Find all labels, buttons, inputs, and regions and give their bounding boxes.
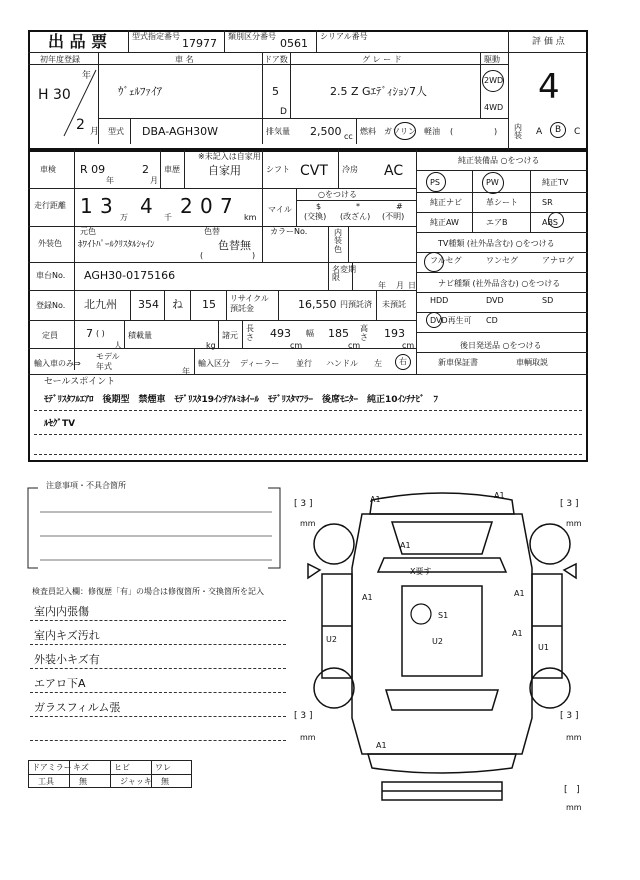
- note-item: エアロ下A: [34, 677, 86, 690]
- import-parallel: 並行: [296, 359, 312, 368]
- tread-front-left: [ 3 ]: [294, 499, 313, 509]
- recycle-unit: 円: [340, 300, 348, 309]
- fuel-other-paren: (: [450, 127, 454, 136]
- designation-no: 17977: [182, 37, 217, 50]
- fuel-gas-circle: [394, 122, 416, 140]
- color-label: 外装色: [38, 239, 62, 248]
- equip-item: 純正AW: [430, 218, 459, 227]
- note-item: 室内キズ汚れ: [34, 629, 100, 642]
- equip-title: 純正装備品 ○をつける: [458, 156, 540, 165]
- capacity-value: 7: [86, 327, 93, 340]
- width-value: 185: [328, 327, 349, 340]
- drive-label: 駆動: [484, 55, 500, 64]
- length-cm: cm: [290, 341, 303, 350]
- reg-label: 登録No.: [36, 301, 66, 310]
- mile-label: マイル: [268, 205, 292, 214]
- shift-label: シフト: [266, 165, 290, 174]
- car-diagram: [292, 478, 592, 838]
- damage-mark: X要す: [410, 567, 432, 576]
- equip-item: 新車保証書: [438, 358, 478, 367]
- mileage-digit: 3: [100, 194, 113, 218]
- grade-value: 2.5 Z Gｴﾃﾞｨｼｮﾝ7人: [330, 85, 428, 98]
- tread-rr-mm: mm: [566, 733, 582, 742]
- mark-modified: (改ざん): [340, 212, 371, 221]
- reg-kana: ね: [172, 298, 183, 311]
- equip-line: [416, 292, 588, 293]
- grade-label: グ レ ー ド: [362, 55, 402, 64]
- category-label: 類別区分番号: [228, 32, 276, 41]
- history-note: ※未記入は自家用: [198, 152, 261, 161]
- fuel-light: 軽油: [424, 127, 440, 136]
- navi-title: ナビ種類 (社外品含む) ○をつける: [438, 279, 561, 288]
- drive-2wd: 2WD: [484, 76, 504, 85]
- equip-line: [416, 352, 588, 353]
- km-unit: km: [244, 213, 257, 222]
- damage-mark: U2: [432, 637, 443, 646]
- interior-color-label: 内装色: [334, 228, 342, 254]
- history-label: 車歴: [164, 165, 180, 174]
- equip-item: 革シート: [486, 198, 518, 207]
- equip-item: エアB: [486, 218, 508, 227]
- legend-mid: [28, 774, 192, 775]
- model-year-unit: 年: [182, 367, 190, 376]
- note-item: 室内内張傷: [34, 605, 89, 618]
- name-change-label: 名変期限: [332, 265, 356, 282]
- shaken-label: 車検: [40, 165, 56, 174]
- damage-mark: U1: [538, 643, 549, 652]
- reg-era: H 30: [38, 87, 71, 103]
- equip-selected-circle: [426, 312, 442, 328]
- equip-item: PW: [486, 178, 499, 187]
- sales-line1: ﾓﾃﾞﾘｽﾀﾌﾙｴｱﾛ 後期型 禁煙車 ﾓﾃﾞﾘｽﾀ19ｲﾝﾁｱﾙﾐﾎｲｰﾙ ﾓﾃﾞﾘｽﾀﾏﾌﾗｰ 後席ﾓﾆﾀｰ 純正10ｲﾝﾁﾅﾋﾞ ﾌ: [44, 395, 439, 405]
- tread-rear-left: [ 3 ]: [294, 711, 313, 721]
- note-line: [30, 692, 286, 693]
- shift-value: CVT: [300, 163, 328, 179]
- legend-value: ジャッキ: [120, 777, 152, 786]
- mark-unknown: (不明): [382, 212, 405, 221]
- displacement-label: 排気量: [266, 127, 290, 136]
- year-suffix: 年: [82, 71, 92, 81]
- drive-4wd: 4WD: [484, 103, 504, 112]
- inspector-label: 検査員記入欄：修復歴「有」の場合は修復箇所・交換箇所を記入: [32, 587, 264, 596]
- paint-paren: (: [200, 251, 204, 260]
- equip-selected-circle: [548, 212, 564, 228]
- damage-mark: U2: [326, 635, 337, 644]
- capacity-paren: ( ): [96, 329, 105, 338]
- capacity-unit: 人: [114, 341, 122, 350]
- equip-item: 純正ナビ: [430, 198, 462, 207]
- width-label: 幅: [306, 329, 314, 338]
- equip-item: DVD: [486, 296, 504, 305]
- fuel-gas: ガソリン: [384, 127, 416, 136]
- equip-line: [416, 232, 588, 233]
- rating-label: 評 価 点: [532, 37, 565, 47]
- mark-hint: ○をつける: [318, 190, 357, 199]
- mileage-digit: 7: [220, 194, 233, 218]
- capacity-label: 定員: [42, 331, 58, 340]
- month-suffix: 月: [90, 127, 100, 137]
- note-line: [30, 644, 286, 645]
- legend-value: 無: [161, 777, 169, 786]
- mileage-digit: 4: [140, 194, 153, 218]
- damage-mark: A1: [512, 629, 523, 638]
- man-unit: 万: [120, 213, 128, 222]
- note-item: ガラスフィルム張: [34, 701, 121, 714]
- note-line: [30, 716, 286, 717]
- equip-selected-circle: [482, 172, 504, 194]
- damage-mark: S1: [438, 611, 449, 620]
- load-unit: kg: [206, 341, 216, 350]
- handle-label: ハンドル: [326, 359, 358, 368]
- load-label: 積載量: [128, 331, 152, 340]
- height-cm: cm: [402, 341, 415, 350]
- mileage-digit: 0: [200, 194, 213, 218]
- sales-line2: ﾙｾｸﾞTV: [44, 419, 76, 429]
- recycle-label: リサイクル預託金: [230, 294, 269, 313]
- equip-item: ABS: [542, 218, 558, 227]
- caution-label: 注意事項・不具合箇所: [46, 481, 126, 490]
- shaken-era: R 09: [80, 163, 106, 176]
- legend-header: ワレ: [155, 763, 171, 772]
- equip-col: [530, 170, 531, 232]
- note-line: [30, 740, 286, 741]
- equip-row-line: [416, 212, 588, 213]
- chassis-label: 車台No.: [36, 271, 66, 280]
- dims-label: 諸元: [222, 331, 238, 340]
- equip-item: ワンセグ: [486, 256, 518, 265]
- colorno-label: カラーNo.: [270, 227, 308, 236]
- height-value: 193: [384, 327, 405, 340]
- chassis-value: AGH30-0175166: [84, 269, 176, 282]
- note-item: 外装小キズ有: [34, 653, 100, 666]
- equip-selected-circle: [424, 252, 444, 272]
- equip-item: DVD再生可: [430, 316, 472, 325]
- displacement-value: 2,500: [310, 125, 342, 138]
- note-line: [30, 668, 286, 669]
- equip-item: SD: [542, 296, 554, 305]
- interior-a: A: [536, 127, 543, 137]
- equip-col: [472, 170, 473, 232]
- cc-unit: cc: [344, 132, 353, 141]
- equip-line: [416, 252, 588, 253]
- damage-mark: A1: [514, 589, 525, 598]
- mileage-digit: 2: [180, 194, 193, 218]
- ac-label: 冷房: [342, 165, 358, 174]
- history-value: 自家用: [208, 164, 241, 177]
- handle-right: 右: [399, 357, 407, 366]
- sen-unit: 千: [164, 213, 172, 222]
- category-no: 0561: [280, 37, 308, 50]
- orig-color-label: 元色: [80, 227, 96, 236]
- length-label: 長さ: [246, 324, 254, 342]
- car-name: ｳﾞｪﾙﾌｧｲｱ: [118, 85, 162, 98]
- equip-item: PS: [430, 178, 440, 187]
- shaken-month: 2: [142, 163, 149, 176]
- reg-month: 2: [76, 117, 85, 133]
- mark-star: *: [356, 202, 360, 211]
- later-title: 後日発送品 ○をつける: [460, 341, 542, 350]
- model-year-label: モデル年式: [96, 352, 120, 371]
- equip-item: 純正TV: [542, 178, 569, 187]
- nc-month: 月: [396, 281, 404, 290]
- ac-value: AC: [384, 163, 404, 179]
- equip-item: SR: [542, 198, 553, 207]
- equip-line: [416, 332, 588, 333]
- legend-value: 工具: [38, 777, 54, 786]
- paint-paren-close: ): [252, 251, 256, 260]
- caution-bracket: [24, 481, 284, 574]
- interior-label: 内装: [514, 123, 522, 140]
- form-title: 出 品 票: [48, 32, 108, 51]
- note-line: [30, 620, 286, 621]
- recycle-paid: 預託済: [348, 300, 372, 309]
- car-name-label: 車 名: [175, 55, 194, 64]
- first-reg-label: 初年度登録: [40, 55, 80, 64]
- mark-dollar: $: [316, 202, 322, 211]
- equip-item: HDD: [430, 296, 449, 305]
- equip-item: CD: [486, 316, 498, 325]
- spare-mm: mm: [566, 803, 582, 812]
- doors-label: ドア数: [264, 55, 288, 64]
- model-value: DBA-AGH30W: [142, 125, 219, 138]
- paint-value: 色替無: [218, 239, 251, 252]
- spare-bracket: [ ]: [564, 785, 580, 795]
- tread-rear-right: [ 3 ]: [560, 711, 579, 721]
- orig-color-value: ﾎﾜｲﾄﾊﾟｰﾙｸﾘｽﾀﾙｼｬｲﾝ: [78, 240, 155, 250]
- equip-line: [416, 312, 588, 313]
- width-cm: cm: [348, 341, 361, 350]
- equip-item: フルセグ: [430, 256, 462, 265]
- tread-fr-mm: mm: [566, 519, 582, 528]
- reg-city: 北九州: [84, 298, 117, 311]
- tread-fl-mm: mm: [300, 519, 316, 528]
- nc-year: 年: [378, 281, 386, 290]
- length-value: 493: [270, 327, 291, 340]
- equip-row-line: [416, 192, 588, 193]
- damage-mark: A1: [494, 491, 505, 500]
- interior-c: C: [574, 127, 581, 137]
- mileage-digit: 1: [80, 194, 93, 218]
- reg-class: 354: [138, 298, 159, 311]
- interior-b: B: [555, 125, 562, 135]
- damage-mark: A1: [362, 593, 373, 602]
- shaken-year-suffix: 年: [106, 176, 114, 185]
- recycle-value: 16,550: [298, 298, 337, 311]
- height-label: 高さ: [360, 324, 368, 342]
- shaken-month-suffix: 月: [150, 176, 158, 185]
- fuel-other-paren-close: ): [494, 127, 498, 136]
- equip-line: [416, 272, 588, 273]
- damage-mark: A1: [400, 541, 411, 550]
- legend-header: ヒビ: [114, 763, 130, 772]
- reg-num: 15: [202, 298, 216, 311]
- legend-header: ドアミラー: [32, 763, 72, 772]
- mileage-label: 走行距離: [34, 201, 66, 210]
- rating-value: 4: [538, 67, 560, 107]
- fuel-label: 燃料: [360, 127, 376, 136]
- model-label: 型式: [108, 127, 124, 136]
- sales-label: セールスポイント: [44, 377, 116, 387]
- damage-mark: A1: [370, 495, 381, 504]
- damage-mark: A1: [376, 741, 387, 750]
- equip-selected-circle: [426, 172, 446, 192]
- tread-rl-mm: mm: [300, 733, 316, 742]
- legend-value: 無: [79, 777, 87, 786]
- mark-exchange: (交換): [304, 212, 327, 221]
- handle-left: 左: [374, 359, 382, 368]
- recycle-unpaid: 未預託: [382, 300, 406, 309]
- equip-item: アナログ: [542, 256, 574, 265]
- serial-label: シリアル番号: [320, 32, 368, 41]
- tv-title: TV種類 (社外品含む) ○をつける: [438, 239, 555, 248]
- tread-front-right: [ 3 ]: [560, 499, 579, 509]
- nc-day: 日: [408, 281, 416, 290]
- equip-item: 車輌取説: [516, 358, 548, 367]
- import-label: 輸入車のみ⇒: [34, 359, 81, 368]
- mark-hash: #: [396, 202, 403, 211]
- import-dealer: ディーラー: [240, 359, 280, 368]
- doors-value: 5: [272, 85, 279, 98]
- legend-header: キズ: [73, 763, 89, 772]
- paint-label: 色替: [204, 227, 220, 236]
- door-type: D: [280, 107, 287, 117]
- designation-label: 型式指定番号: [132, 32, 180, 41]
- import-type-label: 輸入区分: [198, 359, 230, 368]
